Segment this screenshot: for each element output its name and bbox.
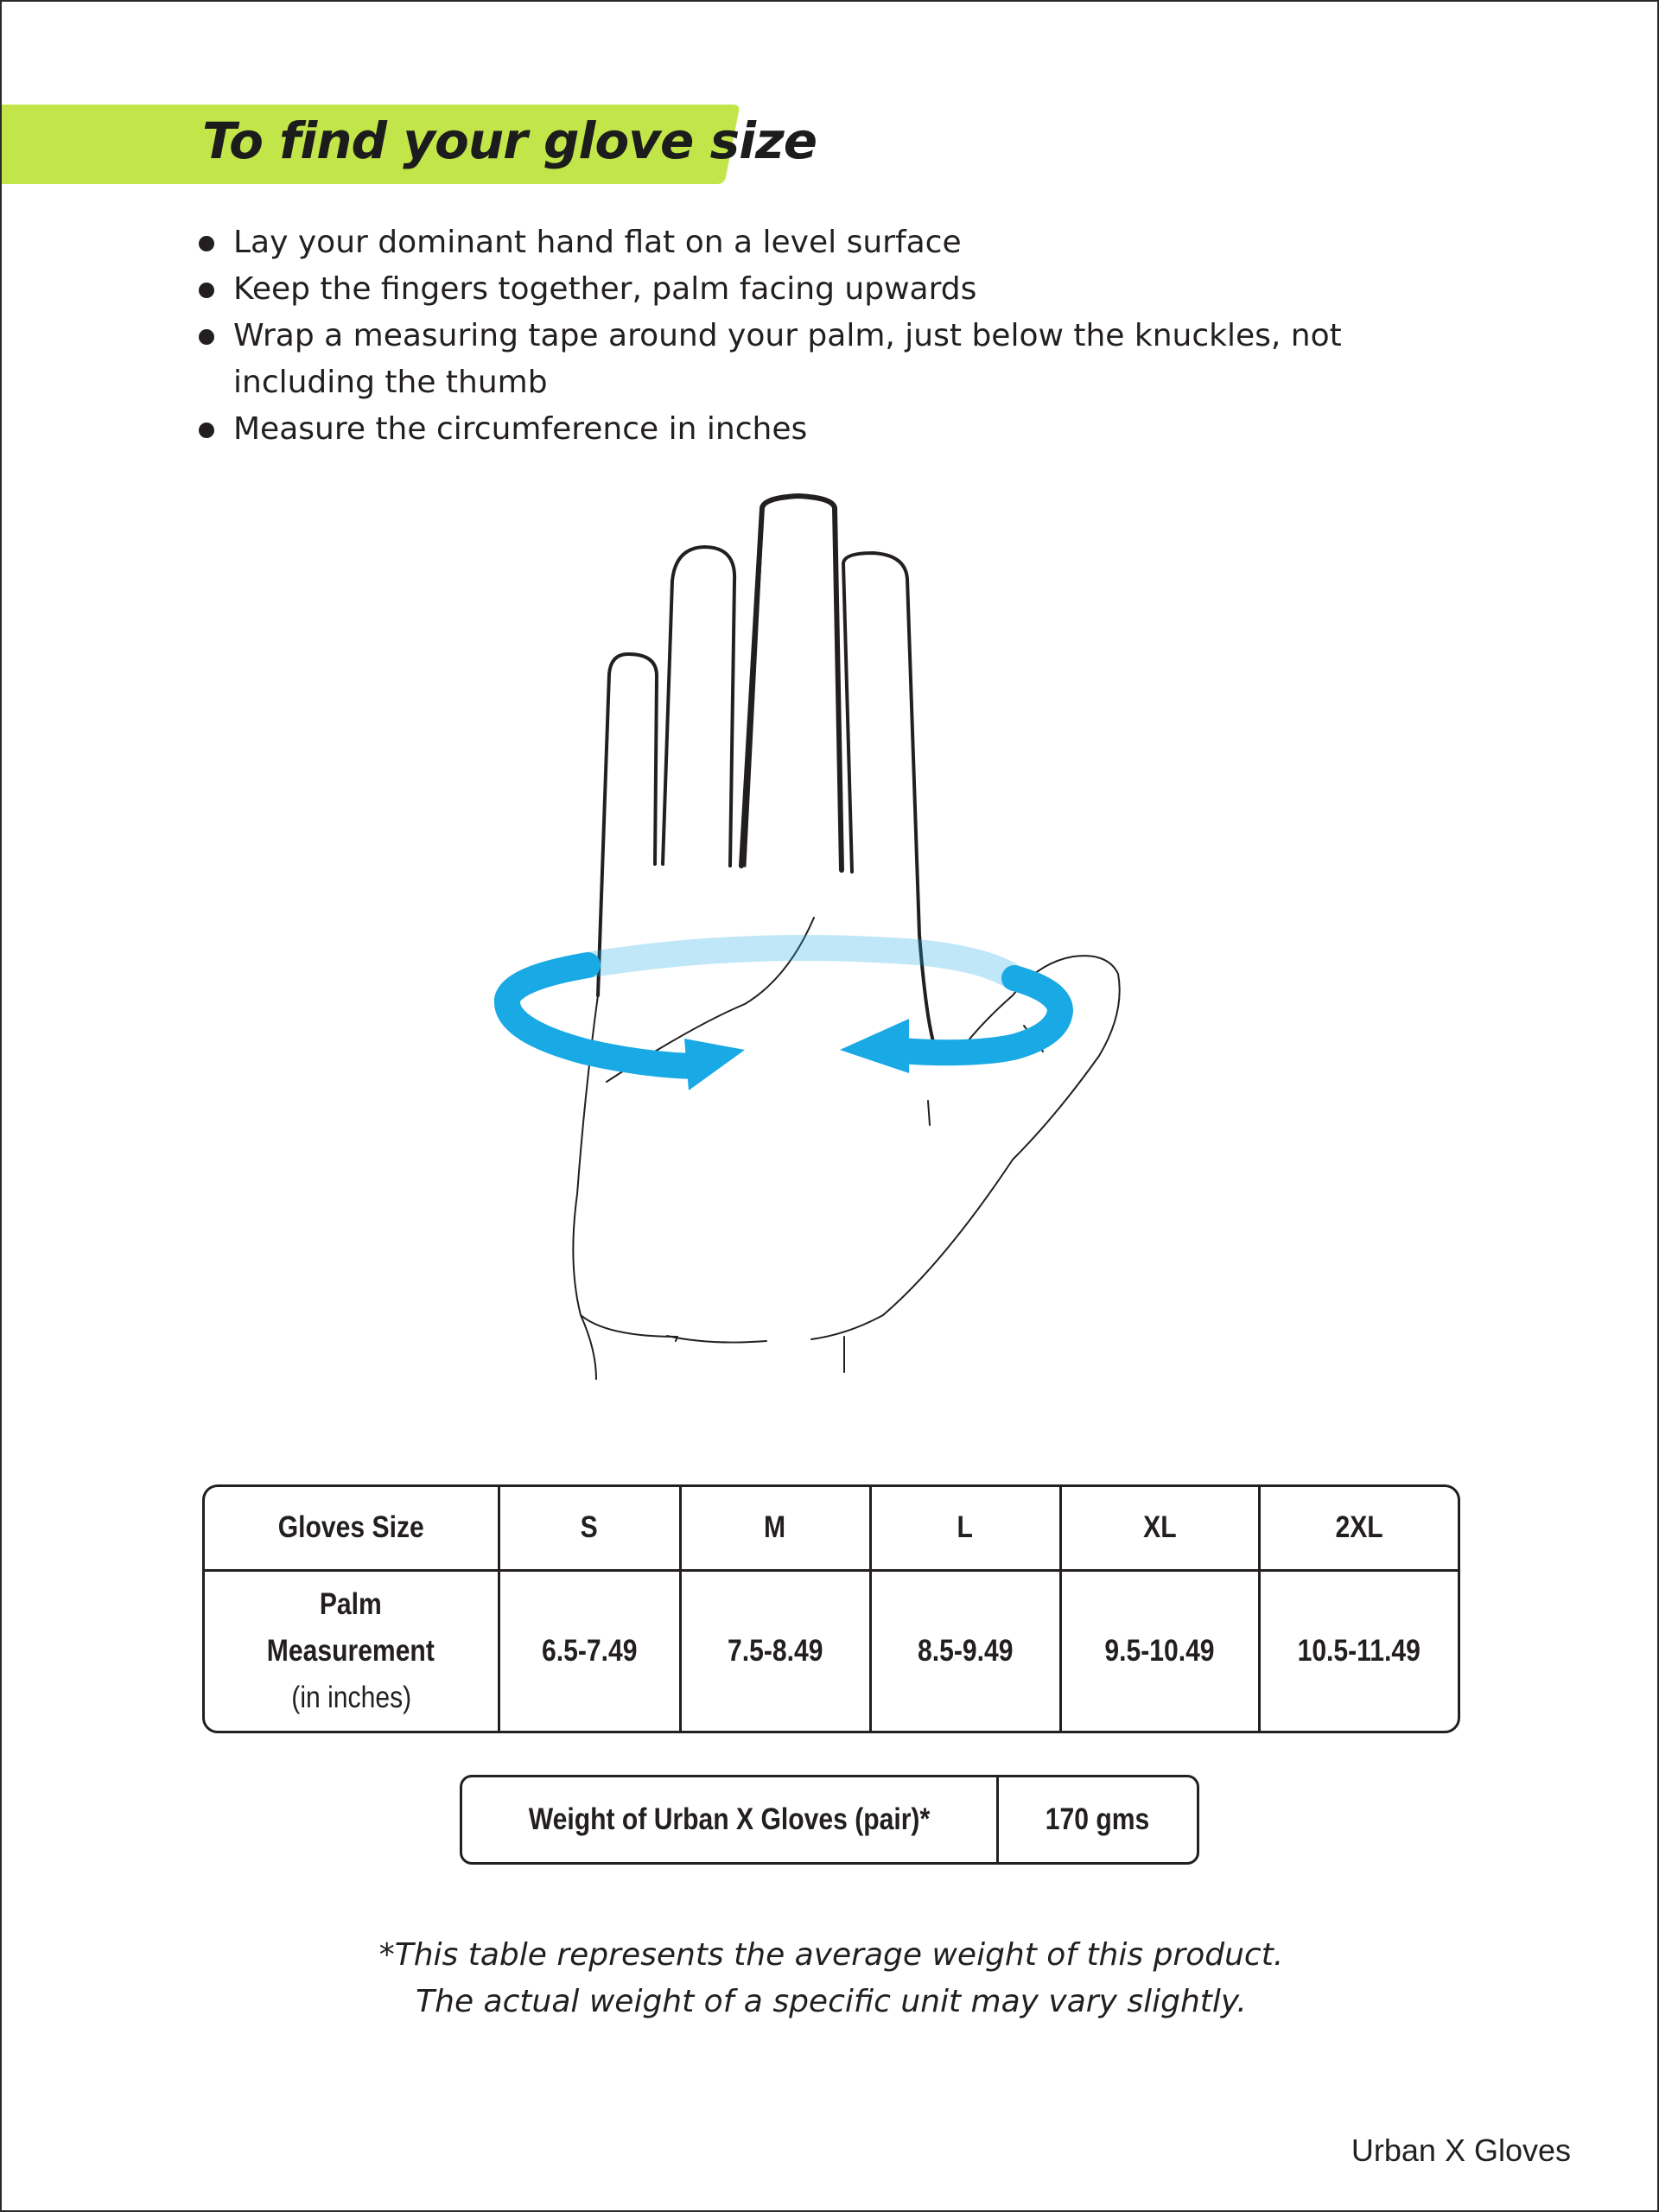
page-title: To find your glove size [202, 111, 817, 170]
weight-value: 170 gms [1046, 1802, 1150, 1836]
bullet-icon [199, 236, 214, 251]
table-row-label: Palm Measurement (in inches) [205, 1570, 499, 1731]
instruction-list [199, 219, 1478, 453]
hand-outline-icon [573, 496, 1119, 1379]
size-cell: XL [1060, 1487, 1259, 1570]
size-cell: M [680, 1487, 870, 1570]
measurement-cell: 9.5-10.49 [1060, 1570, 1259, 1731]
weight-footnote: *This table represents the average weight of this product. The actual weight of a specific unit may vary slightly. [378, 1937, 1284, 2019]
size-chart-table [202, 1484, 1460, 1733]
size-row [205, 1487, 1458, 1570]
size-table-grid [205, 1487, 1458, 1731]
brand-name: Urban X Gloves [1351, 2133, 1571, 2168]
instruction-item: Wrap a measuring tape around your palm, just below the knuckles, not including the thumb [199, 313, 1478, 406]
instruction-item: Keep the fingers together, palm facing upwards [199, 266, 1478, 313]
title-banner [2, 105, 817, 184]
weight-label: Weight of Urban X Gloves (pair)* [462, 1777, 999, 1862]
table-header-cell: Gloves Size [205, 1487, 499, 1570]
measurement-cell: 8.5-9.49 [870, 1570, 1060, 1731]
bullet-icon [199, 329, 214, 345]
measurement-cell: 7.5-8.49 [680, 1570, 870, 1731]
measurement-row [205, 1570, 1458, 1731]
size-cell: L [870, 1487, 1060, 1570]
measurement-cell: 10.5-11.49 [1259, 1570, 1458, 1731]
instruction-item: Lay your dominant hand flat on a level surface [199, 219, 1478, 266]
weight-table [460, 1775, 1199, 1865]
size-cell: S [499, 1487, 680, 1570]
bullet-icon [199, 423, 214, 438]
measurement-cell: 6.5-7.49 [499, 1570, 680, 1731]
size-cell: 2XL [1259, 1487, 1458, 1570]
hand-measure-illustration [486, 486, 1194, 1393]
instruction-item: Measure the circumference in inches [199, 406, 1478, 453]
bullet-icon [199, 283, 214, 298]
